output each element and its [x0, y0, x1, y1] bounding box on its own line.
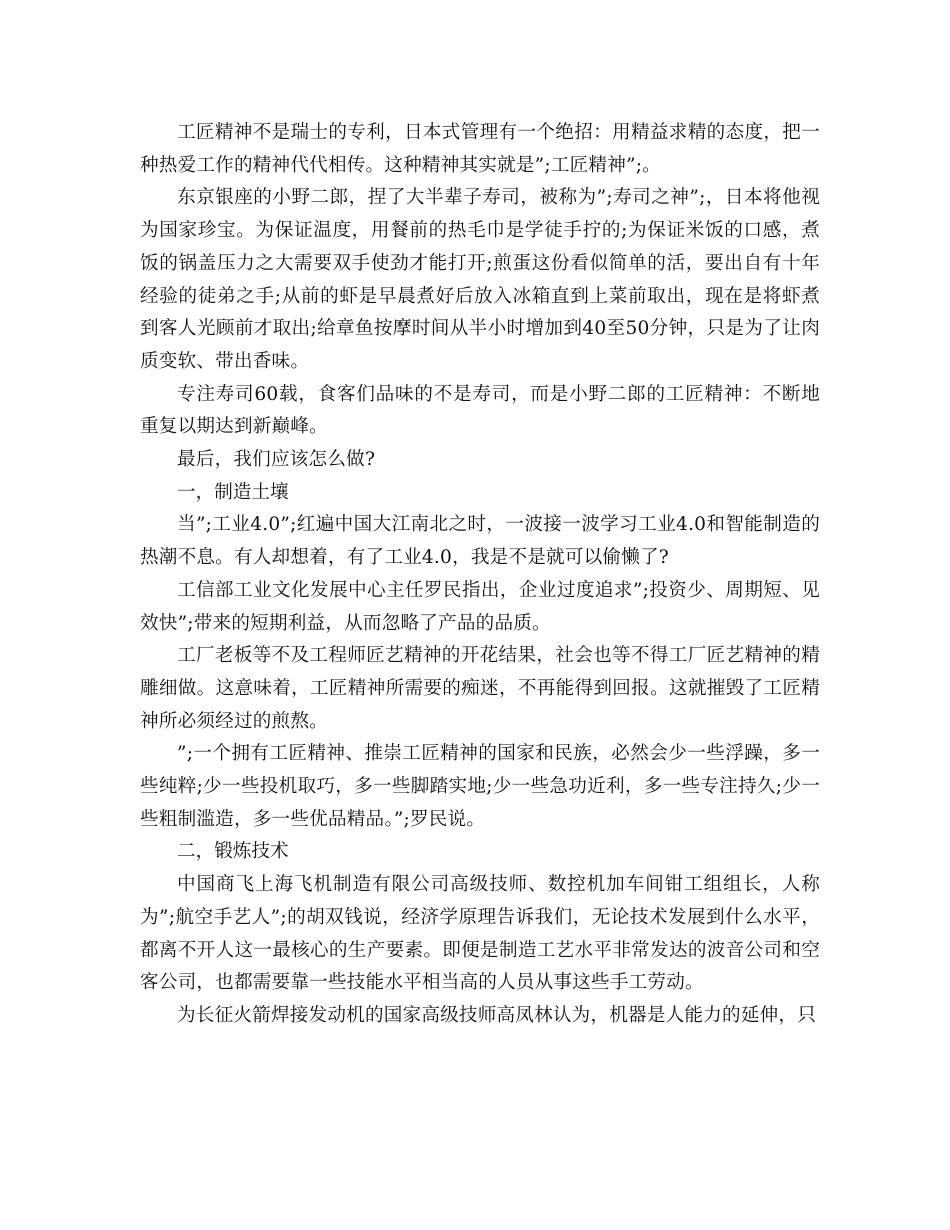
paragraph-craftsman-spirit-intro: 工匠精神不是瑞士的专利，日本式管理有一个绝招：用精益求精的态度，把一种热爱工作的精神代代相传。这种精神其实就是”;工匠精神”;。	[140, 122, 820, 176]
paragraph-factory-bosses: 工厂老板等不及工程师匠艺精神的开花结果，社会也等不得工厂匠艺精神的精雕细做。这意味着，工匠精神所需要的痴迷，不再能得到回报。这就摧毁了工匠精神所必须经过的煎熬。	[140, 645, 820, 732]
paragraph-gao-fenglin: 为长征火箭焊接发动机的国家高级技师高凤林认为，机器是人能力的延伸，只	[177, 1004, 816, 1026]
paragraph-jiro-ono-sushi: 东京银座的小野二郎，捏了大半辈子寿司，被称为”;寿司之神”;，日本将他视为国家珍宝。为保证温度，用餐前的热毛巾是学徒手拧的;为保证米饭的口感，煮饭的锅盖压力之大需要双手使劲才能打开;煎蛋这份看似简单的活，要出自有十年经验的徒弟之手;从前的虾是早晨煮好后放入冰箱直到上菜前取出，现在是将虾煮到客人光顾前才取出;给章鱼按摩时间从半小时增加到40至50分钟，只是为了让肉质变软、带出香味。	[140, 187, 820, 372]
document-body	[140, 117, 820, 1033]
section-heading-create-soil: 一，制造土壤	[177, 481, 289, 503]
section-heading-train-skills: 二，锻炼技术	[177, 841, 289, 863]
paragraph-industry-4-0: 当”;工业4.0”;红遍中国大江南北之时，一波接一波学习工业4.0和智能制造的热潮不息。有人却想着，有了工业4.0，我是不是就可以偷懒了?	[140, 514, 820, 569]
paragraph-what-to-do: 最后，我们应该怎么做?	[177, 449, 376, 471]
paragraph-hu-shuangqian: 中国商飞上海飞机制造有限公司高级技师、数控机加车间钳工组组长，人称为”;航空手艺人”;的胡双钱说，经济学原理告诉我们，无论技术发展到什么水平，都离不开人这一最核心的生产要素。即便是制造工艺水平非常发达的波音公司和空客公司，也都需要靠一些技能水平相当高的人员从事这些手工劳动。	[140, 874, 820, 994]
paragraph-luo-min-short-term: 工信部工业文化发展中心主任罗民指出，企业过度追求”;投资少、周期短、见效快”;带来的短期利益，从而忽略了产品的品质。	[140, 579, 820, 634]
paragraph-luo-min-quote: ”;一个拥有工匠精神、推崇工匠精神的国家和民族，必然会少一些浮躁，多一些纯粹;少一些投机取巧，多一些脚踏实地;少一些急功近利，多一些专注持久;少一些粗制滥造，多一些优品精品。”;罗民说。	[140, 743, 820, 830]
paragraph-sixty-years-sushi: 专注寿司60载，食客们品味的不是寿司，而是小野二郎的工匠精神：不断地重复以期达到新巅峰。	[140, 383, 820, 438]
